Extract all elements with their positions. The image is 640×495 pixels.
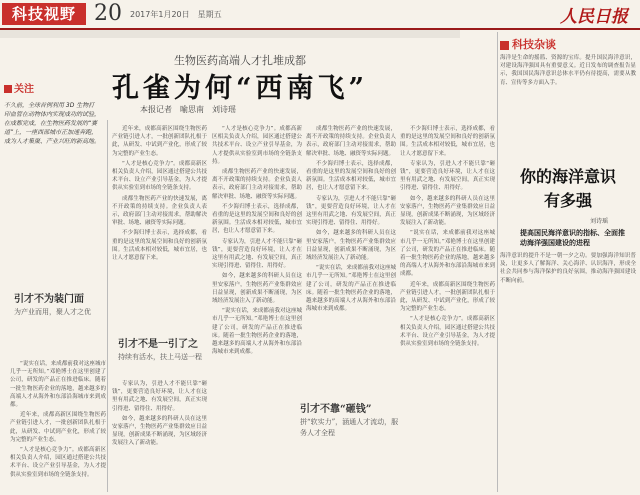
essay-subheading: 提高国民海洋意识的指标、全面推动海洋强国建设的进程 [520,229,625,247]
body-column-2: 近年来，成都高新区围绕生物医药产业链引进人才，一批创新团队扎根于此，从研发、中试到产业化，形成了较为完整的产业生态。 “人才是核心竞争力”。成都高新区相关负责人介绍，园区通过搭建公共技术平台、设立产业引导基金，为人才提供从实验室到市场的全链条支持。 成都生物医药产业的快速发展，离不开政策的持续支持。企业负责人表示，政府部门主动对接需求，帮助解决审批、场地、融资等实际问题。 不少海归博士表示，选择成都，看重的是这里的发展空间和良好的创新氛围。生活成本相对较低，城市宜居，也让人才愿意留下来。 [112,126,207,262]
pull-quote-2-title: 引才不是一引了之 [118,339,198,350]
focus-heading: 关注 [4,80,100,95]
article-headline: 孔雀为何“西南飞” [111,73,369,104]
article-kicker: 生物医药高端人才扎堆成都 [174,54,306,67]
header-divider-band [0,30,460,38]
column-rule [107,120,108,492]
essay-byline: 刘诗瑶 [590,218,609,225]
column-rule [497,32,498,492]
body-column-2b: 专家认为，引进人才不能只靠“砸钱”，更要营造良好环境，让人才在这里有用武之地、有发展空间，真正实现引得进、留得住、用得好。 如今，越来越多的科研人员在这里安家落户，生物医药产业集群效应日益显现，创新成果不断涌现，为区域经济发展注入了新动能。 [112,381,207,447]
focus-column [4,80,100,146]
pull-quote-3 [300,400,400,439]
pull-quote-2 [118,335,218,363]
essay-column-label: 科技杂谈 [500,36,636,52]
pull-quote-3-title: 引才不靠“砸钱” [300,404,372,415]
body-column-1: “说实在话，来成都前我对这座城市几乎一无所知。”邓艳博士在这里创建了公司，研发的产品正在推进临床。随着一批生物医药企业的落地，越来越多的高端人才从海外和东部沿海城市来到成都。 近年来，成都高新区围绕生物医药产业链引进人才，一批创新团队扎根于此，从研发、中试到产业化，形成了较为完整的产业生态。 “人才是核心竞争力”。成都高新区相关负责人介绍，园区通过搭建公共技术平台、设立产业引导基金，为人才提供从实验室到市场的全链条支持。 [10,361,106,478]
pull-quote-1-sub: 为产业而用，聚人才之优 [14,308,91,316]
pull-quote-3-sub: 拼“软实力”，涵通人才流动，服务人才全程 [300,418,399,437]
essay-column [500,36,636,495]
page-number: 20 [94,1,122,26]
issue-date: 2017年1月20日 星期五 [130,10,222,19]
essay-marker-icon [500,41,509,50]
essay-title: 你的海洋意识 有多强 [519,167,616,210]
essay-body-bottom: 海洋意识的提升不是一朝一夕之功。要加强海洋知识普及，让更多人了解海洋、关心海洋、认识海洋，形成全社会共同参与海洋保护的良好氛围，推动海洋强国建设不断向前。 [500,253,636,284]
body-column-4: 成都生物医药产业的快速发展，离不开政策的持续支持。企业负责人表示，政府部门主动对接需求，帮助解决审批、场地、融资等实际问题。 不少海归博士表示，选择成都，看重的是这里的发展空间和良好的创新氛围。生活成本相对较低，城市宜居，也让人才愿意留下来。 专家认为，引进人才不能只靠“砸钱”，更要营造良好环境，让人才在这里有用武之地、有发展空间，真正实现引得进、留得住、用得好。 如今，越来越多的科研人员在这里安家落户，生物医药产业集群效应日益显现，创新成果不断涌现，为区域经济发展注入了新动能。 “说实在话，来成都前我对这座城市几乎一无所知。”邓艳博士在这里创建了公司，研发的产品正在推进临床。随着一批生物医药企业的落地，越来越多的高端人才从海外和东部沿海城市来到成都。 [306,126,396,313]
newspaper-masthead: 人民日报 [560,7,628,27]
pull-quote-2-sub: 持续有活水，扶上马送一程 [118,353,202,361]
page-header [0,0,640,30]
pull-quote-1 [14,290,104,318]
pull-quote-1-title: 引才不为装门面 [14,294,84,305]
article-byline: 本报记者 喻思南 刘诗瑶 [140,105,236,114]
focus-summary: 不久前，全球首例利用 3D 生物打印血管在动物体内实现成功的试验，在成都完成，在生物医药发展的“赛道”上，一座西部城市正加速奔跑，成为人才集聚、产业兴旺的新高地。 [4,102,101,145]
essay-body-top: 海洋是生命的摇篮、资源的宝库。提升国民海洋意识，对建设海洋强国具有重要意义。近日发布的调查报告显示，我国国民海洋意识总体水平仍有待提高，需要从教育、宣传等多方面入手。 [500,55,636,86]
focus-marker-icon [4,85,12,93]
section-tag: 科技视野 [2,3,86,25]
body-column-3: “人才是核心竞争力”。成都高新区相关负责人介绍，园区通过搭建公共技术平台、设立产业引导基金，为人才提供从实验室到市场的全链条支持。 成都生物医药产业的快速发展，离不开政策的持续支持。企业负责人表示，政府部门主动对接需求，帮助解决审批、场地、融资等实际问题。 不少海归博士表示，选择成都，看重的是这里的发展空间和良好的创新氛围。生活成本相对较低，城市宜居，也让人才愿意留下来。 专家认为，引进人才不能只靠“砸钱”，更要营造良好环境，让人才在这里有用武之地、有发展空间，真正实现引得进、留得住、用得好。 如今，越来越多的科研人员在这里安家落户，生物医药产业集群效应日益显现，创新成果不断涌现，为区域经济发展注入了新动能。 “说实在话，来成都前我对这座城市几乎一无所知。”邓艳博士在这里创建了公司，研发的产品正在推进临床。随着一批生物医药企业的落地，越来越多的高端人才从海外和东部沿海城市来到成都。 [212,126,302,356]
body-column-5: 不少海归博士表示，选择成都，看重的是这里的发展空间和良好的创新氛围。生活成本相对较低，城市宜居，也让人才愿意留下来。 专家认为，引进人才不能只靠“砸钱”，更要营造良好环境，让人才在这里有用武之地、有发展空间，真正实现引得进、留得住、用得好。 如今，越来越多的科研人员在这里安家落户，生物医药产业集群效应日益显现，创新成果不断涌现，为区域经济发展注入了新动能。 “说实在话，来成都前我对这座城市几乎一无所知。”邓艳博士在这里创建了公司，研发的产品正在推进临床。随着一批生物医药企业的落地，越来越多的高端人才从海外和东部沿海城市来到成都。 近年来，成都高新区围绕生物医药产业链引进人才，一批创新团队扎根于此，从研发、中试到产业化，形成了较为完整的产业生态。 “人才是核心竞争力”。成都高新区相关负责人介绍，园区通过搭建公共技术平台、设立产业引导基金，为人才提供从实验室到市场的全链条支持。 [400,126,495,348]
